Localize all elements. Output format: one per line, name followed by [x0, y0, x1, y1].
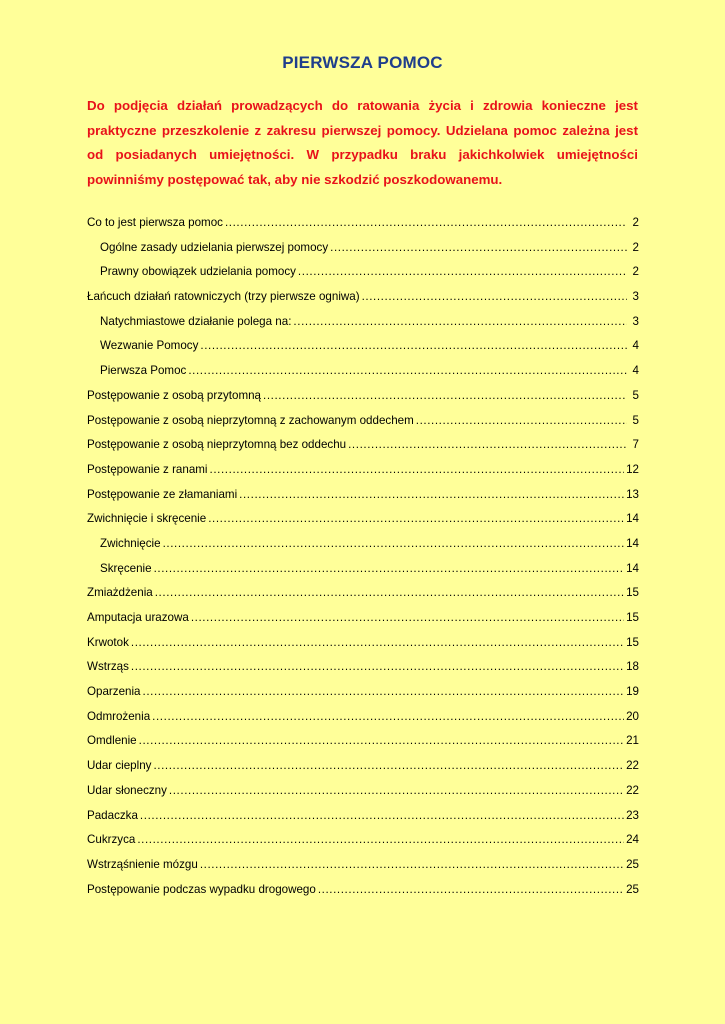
- toc-page-number: 20: [626, 709, 639, 723]
- toc-dot-leader: [318, 883, 624, 896]
- toc-dot-leader: [155, 586, 624, 599]
- toc-page-number: 24: [626, 833, 639, 847]
- toc-entry[interactable]: [87, 685, 639, 710]
- toc-entry[interactable]: [87, 759, 639, 784]
- toc-page-number: 14: [626, 536, 639, 550]
- toc-entry-label: Padaczka: [87, 808, 138, 822]
- toc-entry-label: Krwotok: [87, 635, 129, 649]
- toc-page-number: 25: [626, 882, 639, 896]
- toc-entry[interactable]: [87, 438, 639, 463]
- toc-page-number: 7: [632, 438, 639, 452]
- toc-dot-leader: [153, 759, 624, 772]
- toc-entry-label: Łańcuch działań ratowniczych (trzy pierwsze ogniwa): [87, 290, 360, 304]
- toc-page-number: 18: [626, 660, 639, 674]
- toc-entry[interactable]: [87, 858, 639, 883]
- toc-page-number: 2: [632, 216, 639, 229]
- toc-entry[interactable]: [87, 562, 639, 587]
- toc-entry[interactable]: [87, 364, 639, 389]
- toc-entry-label: Udar cieplny: [87, 759, 152, 773]
- toc-entry-label: Natychmiastowe działanie polega na:: [100, 314, 292, 328]
- toc-dot-leader: [225, 216, 627, 229]
- toc-entry-label: Wstrząśnienie mózgu: [87, 857, 198, 871]
- toc-entry-label: Udar słoneczny: [87, 783, 167, 797]
- toc-entry-label: Postępowanie z osobą nieprzytomną z zachowanym oddechem: [87, 413, 414, 427]
- toc-dot-leader: [208, 512, 624, 525]
- intro-paragraph: Do podjęcia działań prowadzących do ratowania życia i zdrowia konieczne jest praktyczne przeszkolenie z zakresu pierwszej pomocy. Udzielana pomoc zależna jest od posiadanych umiejętności. W przypadku braku jakichkolwiek umiejętności powinniśmy postępować tak, aby nie szkodzić poszkodowanemu.: [87, 98, 638, 187]
- toc-entry-label: Ogólne zasady udzielania pierwszej pomocy: [100, 240, 329, 254]
- toc-entry-label: Amputacja urazowa: [87, 611, 189, 624]
- toc-dot-leader: [293, 315, 627, 328]
- toc-entry-label: Omdlenie: [87, 734, 137, 748]
- toc-entry-label: Postępowanie z ranami: [87, 462, 208, 476]
- toc-dot-leader: [348, 438, 627, 451]
- toc-page-number: 3: [632, 290, 639, 304]
- toc-page-number: 3: [632, 314, 639, 328]
- toc-entry-label: Zwichnięcie i skręcenie: [87, 512, 207, 526]
- toc-dot-leader: [139, 734, 624, 747]
- toc-page-number: 13: [626, 487, 639, 501]
- toc-entry-label: Oparzenia: [87, 685, 141, 699]
- toc-entry[interactable]: [87, 611, 639, 636]
- toc-entry-label: Wstrząs: [87, 660, 129, 674]
- toc-entry[interactable]: [87, 710, 639, 735]
- toc-entry-label: Skręcenie: [100, 561, 152, 575]
- toc-dot-leader: [188, 364, 627, 377]
- toc-page-number: 14: [626, 561, 639, 575]
- toc-page-number: 22: [626, 783, 639, 797]
- toc-page-number: 23: [626, 808, 639, 822]
- toc-dot-leader: [362, 290, 627, 303]
- toc-entry-label: Zmiażdżenia: [87, 586, 153, 600]
- toc-entry[interactable]: [87, 512, 639, 537]
- toc-page-number: 19: [626, 685, 639, 699]
- toc-dot-leader: [137, 833, 624, 846]
- toc-entry[interactable]: [87, 339, 639, 364]
- toc-page-number: 25: [626, 857, 639, 871]
- toc-entry[interactable]: [87, 784, 639, 809]
- toc-dot-leader: [200, 858, 624, 871]
- toc-entry[interactable]: [87, 463, 639, 488]
- toc-page-number: 2: [632, 240, 639, 254]
- toc-page-number: 4: [632, 339, 639, 353]
- toc-dot-leader: [416, 414, 627, 427]
- toc-dot-leader: [200, 339, 627, 352]
- toc-entry-label: Odmrożenia: [87, 709, 151, 723]
- toc-entry[interactable]: [87, 265, 639, 290]
- toc-entry-label: Postępowanie z osobą przytomną: [87, 388, 262, 402]
- toc-page-number: 4: [632, 364, 639, 378]
- toc-entry-label: Postępowanie ze złamaniami: [87, 487, 238, 501]
- toc-entry[interactable]: [87, 414, 639, 439]
- toc-entry[interactable]: [87, 216, 639, 241]
- toc-entry-label: Zwichnięcie: [100, 536, 161, 550]
- toc-dot-leader: [169, 784, 624, 797]
- toc-page-number: 22: [626, 759, 639, 773]
- toc-page-number: 5: [632, 413, 639, 427]
- toc-dot-leader: [131, 636, 624, 649]
- toc-entry[interactable]: [87, 833, 639, 858]
- toc-dot-leader: [330, 241, 627, 254]
- toc-page-number: 21: [626, 734, 639, 748]
- toc-entry[interactable]: [87, 537, 639, 562]
- toc-dot-leader: [191, 611, 624, 624]
- toc-page-number: 12: [626, 462, 639, 476]
- toc-entry-label: Co to jest pierwsza pomoc: [87, 216, 223, 229]
- table-of-contents: [87, 216, 639, 907]
- toc-dot-leader: [140, 809, 624, 822]
- toc-page-number: 14: [626, 512, 639, 526]
- toc-page-number: 2: [632, 265, 639, 279]
- toc-dot-leader: [154, 562, 625, 575]
- toc-entry[interactable]: [87, 809, 639, 834]
- toc-entry[interactable]: [87, 488, 639, 513]
- toc-entry[interactable]: [87, 883, 639, 908]
- toc-entry[interactable]: [87, 636, 639, 661]
- toc-entry-label: Postępowanie z osobą nieprzytomną bez oddechu: [87, 438, 347, 452]
- toc-page-number: 15: [626, 611, 639, 624]
- toc-dot-leader: [239, 488, 624, 501]
- toc-entry[interactable]: [87, 586, 639, 611]
- toc-entry[interactable]: [87, 290, 639, 315]
- toc-entry[interactable]: [87, 315, 639, 340]
- toc-entry-label: Pierwsza Pomoc: [100, 364, 187, 378]
- page-title: PIERWSZA POMOC: [282, 53, 443, 72]
- toc-dot-leader: [131, 660, 624, 673]
- toc-entry[interactable]: [87, 241, 639, 266]
- toc-dot-leader: [263, 389, 627, 402]
- toc-dot-leader: [298, 265, 627, 278]
- toc-entry[interactable]: [87, 734, 639, 759]
- toc-dot-leader: [143, 685, 625, 698]
- toc-entry[interactable]: [87, 660, 639, 685]
- toc-entry-label: Postępowanie podczas wypadku drogowego: [87, 882, 316, 896]
- toc-dot-leader: [152, 710, 624, 723]
- toc-entry-label: Wezwanie Pomocy: [100, 339, 199, 353]
- toc-page-number: 15: [626, 586, 639, 600]
- toc-dot-leader: [163, 537, 625, 550]
- toc-dot-leader: [210, 463, 625, 476]
- toc-page-number: 15: [626, 635, 639, 649]
- toc-entry-label: Prawny obowiązek udzielania pomocy: [100, 265, 296, 279]
- toc-page-number: 5: [632, 388, 639, 402]
- toc-entry-label: Cukrzyca: [87, 833, 136, 847]
- toc-entry[interactable]: [87, 389, 639, 414]
